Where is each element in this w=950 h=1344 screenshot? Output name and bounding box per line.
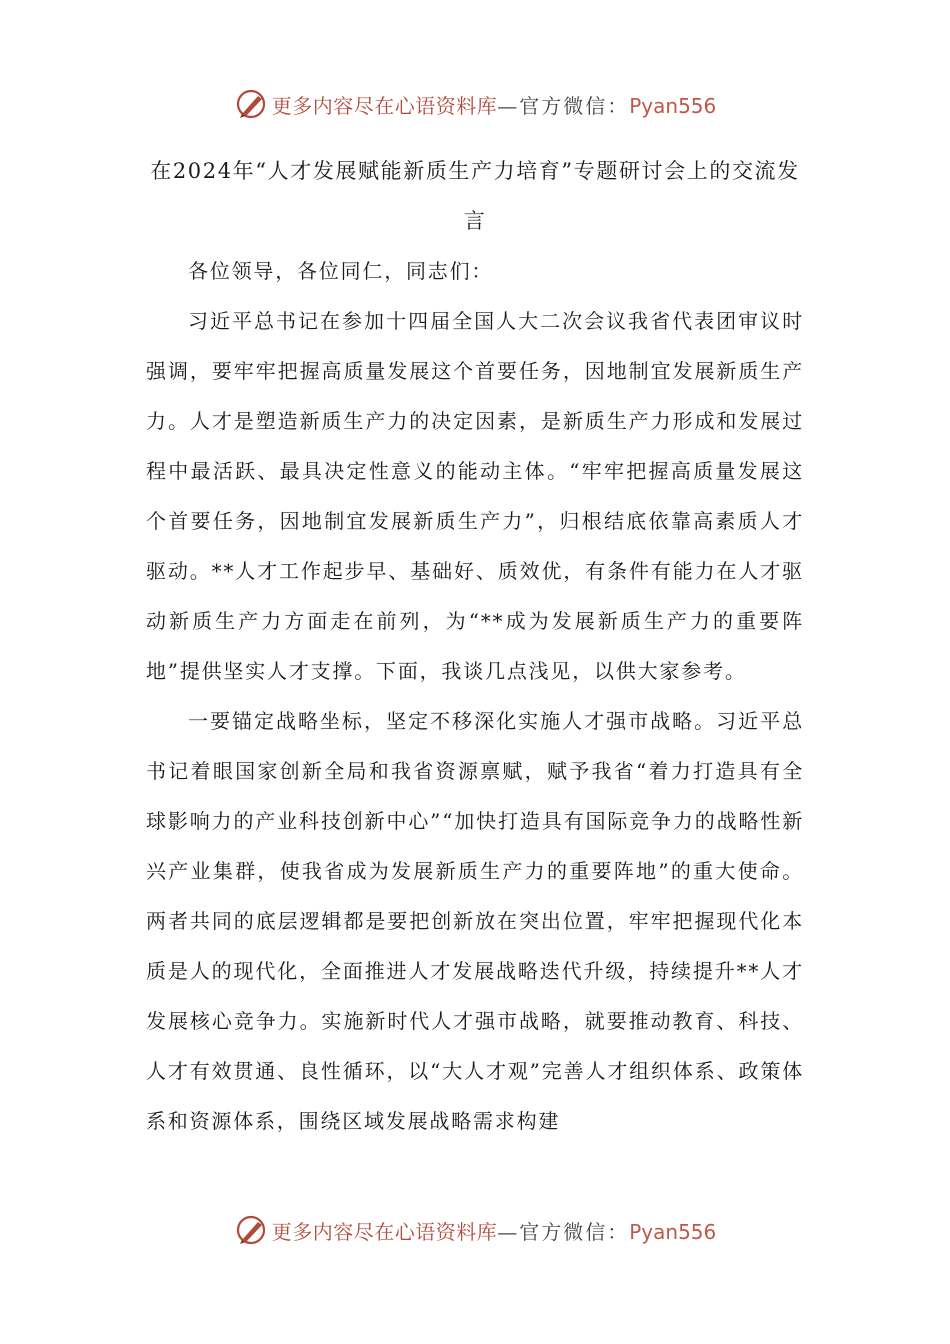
- document-title: 在2024年“人才发展赋能新质生产力培育”专题研讨会上的交流发言: [150, 159, 800, 233]
- paragraph: 一要锚定战略坐标，坚定不移深化实施人才强市战略。习近平总书记着眼国家创新全局和我省资源禀赋，赋予我省“着力打造具有全球影响力的产业科技创新中心”“加快打造具有国际竞争力的战略性新兴产业集群，使我省成为发展新质生产力的重要阵地”的重大使命。两者共同的底层逻辑都是要把创新放在突出位置，牢牢把握现代化本质是人的现代化，全面推进人才发展战略迭代升级，持续提升**人才发展核心竞争力。实施新时代人才强市战略，就要推动教育、科技、人才有效贯通、良性循环，以“大人才观”完善人才组织体系、政策体系和资源体系，围绕区域发展战略需求构建: [146, 709, 804, 1133]
- watermark-banner-top: [0, 82, 950, 126]
- salutation: 各位领导，各位同仁，同志们：: [188, 259, 494, 283]
- pen-logo-icon: [234, 87, 268, 121]
- watermark-text: 更多内容尽在心语资料库—官方微信：Pyan556: [271, 93, 717, 118]
- document-body: [146, 146, 804, 1146]
- pen-logo-icon: [234, 1213, 268, 1247]
- paragraph: 习近平总书记在参加十四届全国人大二次会议我省代表团审议时强调，要牢牢把握高质量发展这个首要任务，因地制宜发展新质生产力。人才是塑造新质生产力的决定因素，是新质生产力形成和发展过程中最活跃、最具决定性意义的能动主体。“牢牢把握高质量发展这个首要任务，因地制宜发展新质生产力”，归根结底依靠高素质人才驱动。**人才工作起步早、基础好、质效优，有条件有能力在人才驱动新质生产力方面走在前列，为“**成为发展新质生产力的重要阵地”提供坚实人才支撑。下面，我谈几点浅见，以供大家参考。: [146, 309, 804, 683]
- watermark-text: 更多内容尽在心语资料库—官方微信：Pyan556: [271, 1219, 717, 1244]
- watermark-banner-bottom: [0, 1208, 950, 1252]
